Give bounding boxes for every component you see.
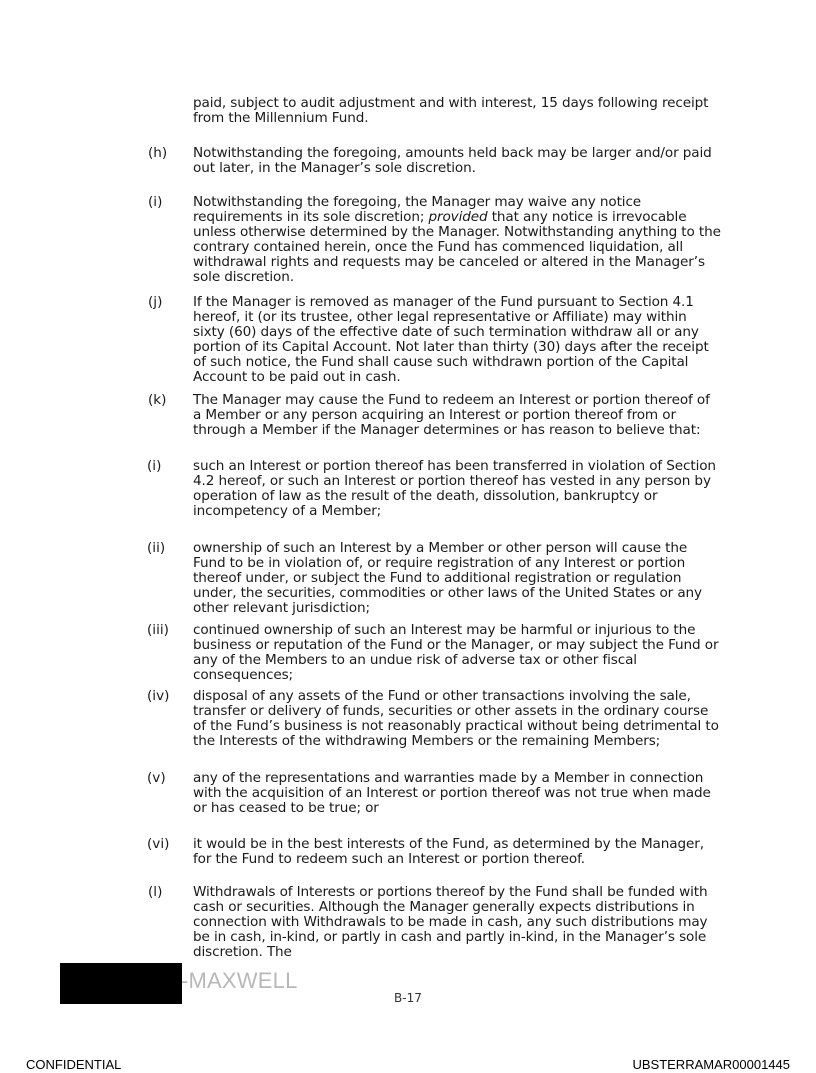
item-label-sub-vi: (vi) (147, 836, 170, 852)
paragraph-text-part: that any notice is irrevocable unless otherwise determined by the Manager. Notwithstanding anything to the contrary contained herein, once the Fund has commenced liquidation, all withdrawal rights and requests may be canceled or altered in the Manager’s sole discretion. (193, 209, 721, 285)
paragraph-sub-vi (193, 837, 721, 867)
paragraph-k (193, 393, 721, 438)
paragraph-text: disposal of any assets of the Fund or other transactions involving the sale, transfer or delivery of funds, securities or other assets in the ordinary course of the Fund’s business is not reasonably practical without being detrimental to the Interests of the withdrawing Members or the remaining Members; (193, 688, 719, 749)
paragraph-text: Notwithstanding the foregoing, amounts held back may be larger and/or paid out later, in the Manager’s sole discretion. (193, 145, 712, 176)
paragraph-text: If the Manager is removed as manager of the Fund pursuant to Section 4.1 hereof, it (or its trustee, other legal representative or Affiliate) may within sixty (60) days of the effective date of such termination withdraw all or any portion of its Capital Account. Not later than thirty (30) days after the receipt of such notice, the Fund shall cause such withdrawn portion of the Capital Account to be paid out in cash. (193, 294, 709, 385)
paragraph-text: paid, subject to audit adjustment and with interest, 15 days following receipt from the Millennium Fund. (193, 95, 709, 126)
paragraph-sub-v (193, 771, 721, 816)
paragraph-sub-i (193, 459, 721, 519)
item-label-sub-v: (v) (147, 770, 166, 786)
emphasis-text: provided (428, 209, 488, 225)
paragraph-sub-iii (193, 623, 721, 683)
paragraph-text: The Manager may cause the Fund to redeem an Interest or portion thereof of a Member or any person acquiring an Interest or portion thereof from or through a Member if the Manager determines or has reason to believe that: (193, 392, 710, 438)
item-label-l: (l) (148, 884, 163, 900)
item-label-sub-iv: (iv) (147, 688, 170, 704)
confidential-label: CONFIDENTIAL (26, 1057, 122, 1072)
paragraph-text: Withdrawals of Interests or portions thereof by the Fund shall be funded with cash or securities. Although the Manager generally expects distributions in connection with Withdrawals to be made in cash, any such distributions may be in cash, in-kind, or partly in cash and partly in-kind, in the Manager’s sole discretion. The (193, 884, 708, 960)
paragraph-text-part: Notwithstanding the foregoing, the Manager may waive any notice requirements in its sole discretion; (193, 194, 642, 225)
paragraph-j (193, 295, 721, 385)
item-label-sub-i: (i) (147, 458, 162, 474)
paragraph-text: any of the representations and warranties made by a Member in connection with the acquisition of an Interest or portion thereof was not true when made or has ceased to be true; or (193, 770, 711, 816)
item-label-sub-iii: (iii) (147, 622, 169, 638)
paragraph-text: continued ownership of such an Interest may be harmful or injurious to the business or reputation of the Fund or the Manager, or may subject the Fund or any of the Members to an undue risk of adverse tax or other fiscal consequences; (193, 622, 719, 683)
item-label-h: (h) (148, 145, 168, 161)
page-number: B-17 (394, 991, 422, 1005)
maxwell-watermark: -MAXWELL (181, 968, 298, 993)
paragraph-text: such an Interest or portion thereof has been transferred in violation of Section 4.2 hereof, or such an Interest or portion thereof has vested in any person by operation of law as the result of the death, dissolution, bankruptcy or incompetency of a Member; (193, 458, 716, 519)
item-label-i: (i) (148, 194, 163, 210)
paragraph-sub-ii (193, 541, 721, 616)
bates-number: UBSTERRAMAR00001445 (632, 1057, 790, 1072)
paragraph-h (193, 146, 721, 176)
paragraph-sub-iv (193, 689, 721, 749)
item-label-k: (k) (148, 392, 167, 408)
paragraph-text: ownership of such an Interest by a Member or other person will cause the Fund to be in violation of, or require registration of any Interest or portion thereof under, or subject the Fund to additional registration or regulation under, the securities, commodities or other laws of the United States or any other relevant jurisdiction; (193, 540, 702, 616)
item-label-j: (j) (148, 294, 163, 310)
paragraph-l (193, 885, 721, 960)
item-label-sub-ii: (ii) (147, 540, 166, 556)
redaction-block (60, 963, 182, 1004)
paragraph-text: it would be in the best interests of the Fund, as determined by the Manager, for the Fund to redeem such an Interest or portion thereof. (193, 836, 704, 867)
continuation-paragraph (193, 96, 721, 126)
paragraph-i (193, 195, 721, 285)
paragraph-text (193, 195, 721, 285)
